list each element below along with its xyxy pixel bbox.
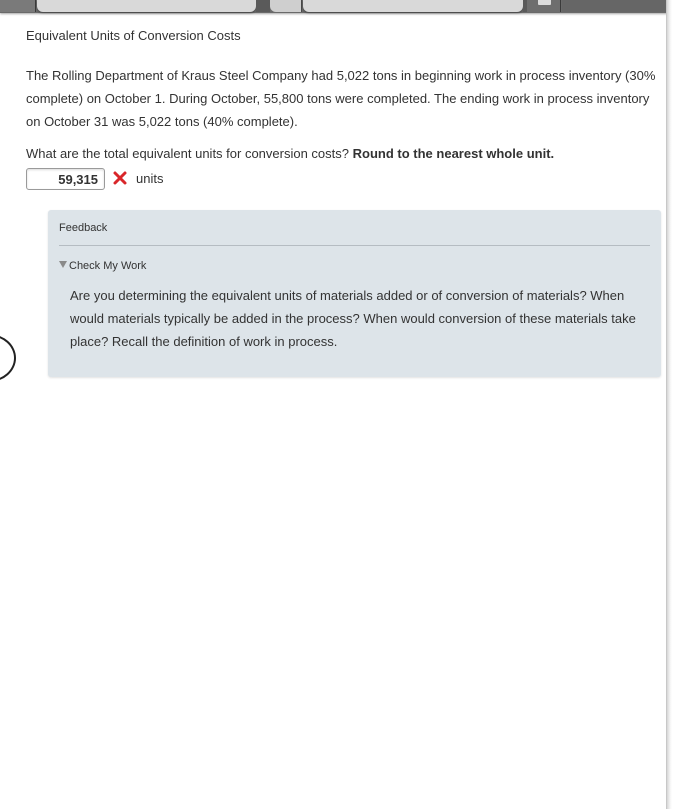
scrollbar-track[interactable]	[666, 0, 682, 809]
triangle-down-icon	[59, 261, 67, 268]
feedback-panel	[48, 210, 661, 377]
toolbar-tab-2[interactable]	[303, 0, 523, 12]
answer-row	[26, 168, 662, 190]
question-instruction: Round to the nearest whole unit.	[352, 146, 555, 161]
toolbar-divider	[256, 0, 270, 12]
feedback-text: Are you determining the equivalent units of materials added or of conversion of materials? When would materials typically be added in the process? When would conversion of these materials take place? Recall the definition of work in process.	[70, 288, 636, 349]
question-panel	[26, 28, 662, 190]
feedback-title: Feedback	[59, 222, 108, 234]
question-ask-text: What are the total equivalent units for conversion costs?	[26, 146, 350, 161]
toolbar-tab-1[interactable]	[37, 0, 256, 12]
x-mark-icon	[112, 170, 128, 186]
window-icon	[538, 0, 551, 5]
question-prompt	[26, 145, 662, 162]
toolbar-tab-2-button[interactable]	[270, 0, 302, 12]
side-navigation-circle-button[interactable]	[0, 334, 16, 382]
toolbar-left-button[interactable]	[0, 0, 36, 12]
check-my-work-toggle[interactable]	[59, 260, 146, 272]
question-title: Equivalent Units of Conversion Costs	[26, 28, 241, 43]
check-my-work-label: Check My Work	[69, 260, 147, 272]
answer-input[interactable]: 59,315	[26, 168, 105, 190]
top-toolbar	[0, 0, 672, 13]
question-body: The Rolling Department of Kraus Steel Company had 5,022 tons in beginning work in process inventory (30% complete) on October 1. During October, 55,800 tons were completed. The ending work in process inventory on October 31 was 5,022 tons (40% complete).	[26, 68, 656, 129]
toolbar-icon-button[interactable]	[527, 0, 561, 12]
units-label: units	[136, 171, 164, 186]
feedback-divider	[59, 245, 650, 246]
toolbar-right-area	[562, 0, 672, 12]
